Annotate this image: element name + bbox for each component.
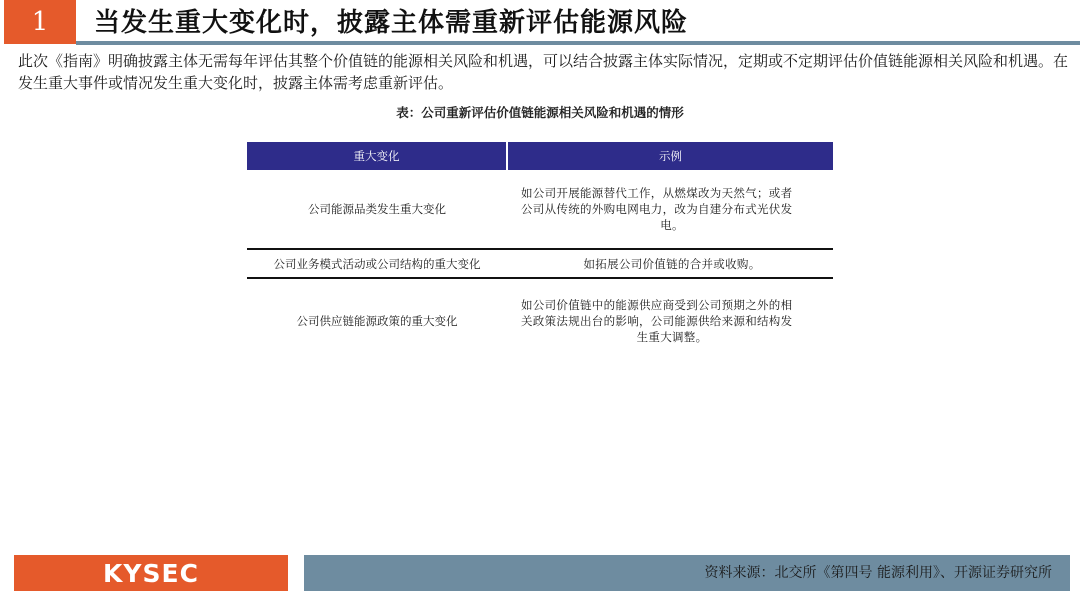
example-line: 如公司开展能源替代工作，从燃煤改为天然气；或者 <box>521 186 793 200</box>
example-line: 如公司价值链中的能源供应商受到公司预期之外的相 <box>521 298 793 312</box>
example-line: 公司从传统的外购电网电力，改为自建分布式光伏发 <box>521 202 793 216</box>
risk-reassessment-table <box>247 142 833 363</box>
table-row <box>247 170 833 249</box>
logo-text: KYSEC <box>103 558 199 588</box>
intro-paragraph: 此次《指南》明确披露主体无需每年评估其整个价值链的能源相关风险和机遇，可以结合披露主体实际情况，定期或不定期评估价值链能源相关风险和机遇。在发生重大事件或情况发生重大变化时，披露主体需考虑重新评估。 <box>18 52 1069 92</box>
section-number: 1 <box>4 0 76 44</box>
example-cell <box>507 278 833 363</box>
table-header-row <box>247 142 833 170</box>
change-cell: 公司业务模式活动或公司结构的重大变化 <box>247 249 507 278</box>
table-row <box>247 249 833 278</box>
example-cell <box>507 249 833 278</box>
table-caption: 表：公司重新评估价值链能源相关风险和机遇的情形 <box>396 105 684 120</box>
table-row <box>247 278 833 363</box>
example-line: 生重大调整。 <box>636 330 708 344</box>
example-line: 电。 <box>660 218 684 232</box>
column-header-change: 重大变化 <box>247 142 507 170</box>
example-line: 关政策法规出台的影响，公司能源供给来源和结构发 <box>521 314 793 328</box>
column-header-example: 示例 <box>507 142 833 170</box>
example-cell <box>507 170 833 249</box>
slide-header <box>0 0 1080 48</box>
change-cell: 公司能源品类发生重大变化 <box>308 202 446 216</box>
example-line: 如拓展公司价值链的合并或收购。 <box>583 256 761 271</box>
kysec-logo <box>14 555 288 591</box>
header-divider <box>76 41 1080 45</box>
footer-bar <box>304 555 1070 591</box>
change-cell: 公司供应链能源政策的重大变化 <box>247 278 507 363</box>
source-note: 资料来源：北交所《第四号 能源利用》、开源证券研究所 <box>704 565 1052 581</box>
slide-title: 当发生重大变化时，披露主体需重新评估能源风险 <box>94 8 689 38</box>
